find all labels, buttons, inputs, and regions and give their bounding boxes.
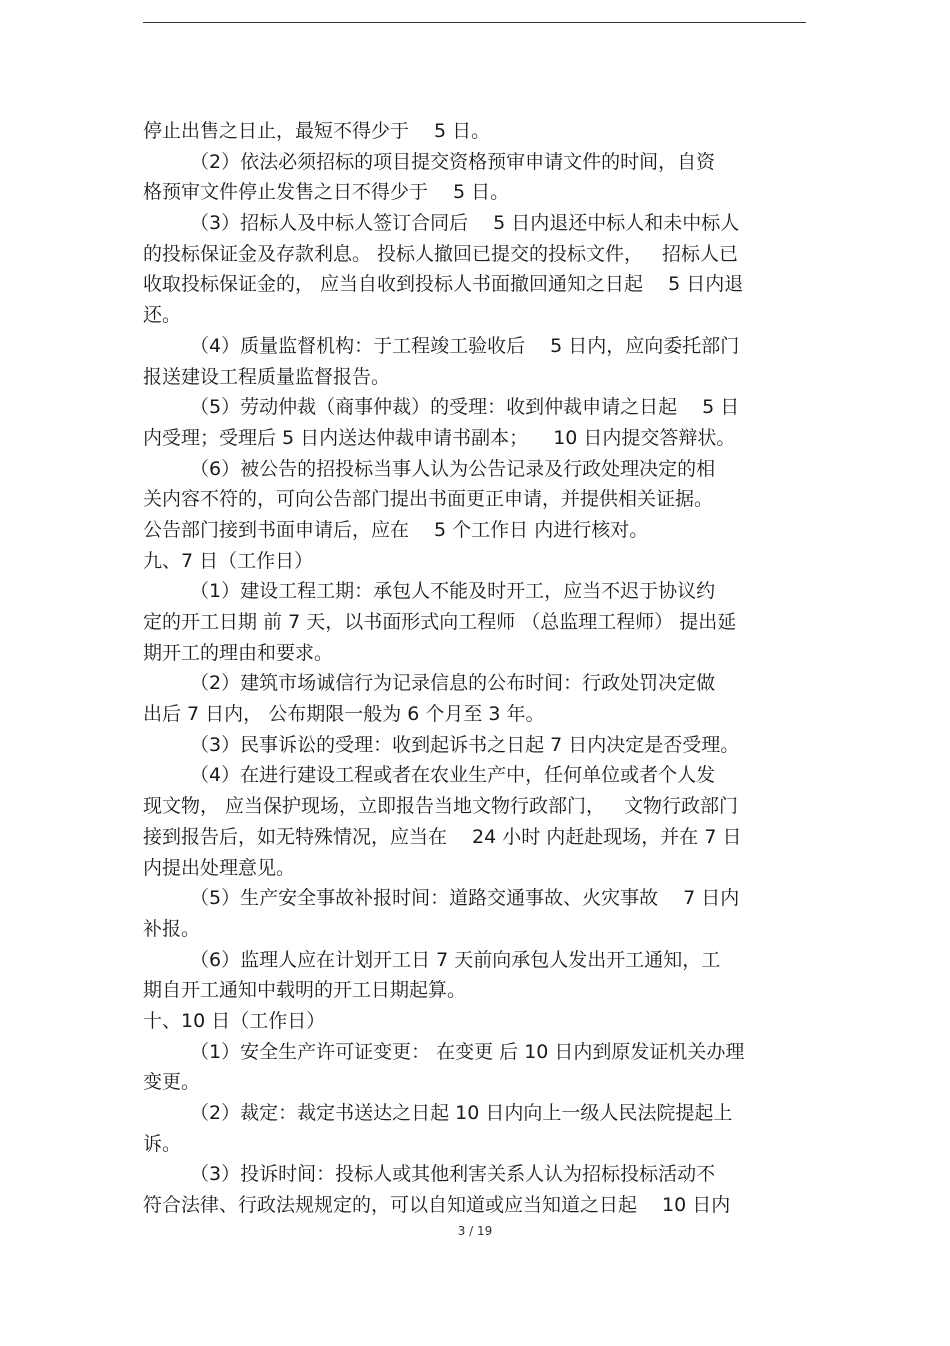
- text-line: （5）生产安全事故补报时间：道路交通事故、火灾事故 7 日内: [190, 887, 740, 910]
- text-line: （4）质量监督机构：于工程竣工验收后 5 日内，应向委托部门: [190, 334, 740, 357]
- text-line: （2）依法必须招标的项目提交资格预审申请文件的时间，自资: [190, 150, 716, 173]
- text-line: 现文物， 应当保护现场，立即报告当地文物行政部门， 文物行政部门: [143, 795, 739, 818]
- text-line: 内提出处理意见。: [143, 856, 296, 879]
- text-line: 期自开工通知中载明的开工日期起算。: [143, 979, 467, 1002]
- text-line: （4）在进行建设工程或者在农业生产中，任何单位或者个人发: [190, 764, 716, 787]
- text-line: 内受理；受理后 5 日内送达仲裁申请书副本； 10 日内提交答辩状。: [143, 426, 736, 449]
- text-line: （3）民事诉讼的受理：收到起诉书之日起 7 日内决定是否受理。: [190, 733, 740, 756]
- text-line: （6）被公告的招投标当事人认为公告记录及行政处理决定的相: [190, 457, 716, 480]
- text-line: （2）裁定：裁定书送达之日起 10 日内向上一级人民法院提起上: [190, 1102, 733, 1124]
- text-line: （3）招标人及中标人签订合同后 5 日内退还中标人和未中标人: [190, 212, 740, 235]
- text-line: 变更。: [143, 1071, 201, 1094]
- header-rule: [143, 22, 806, 23]
- text-line: 九、7 日（工作日）: [143, 549, 314, 572]
- text-line: 收取投标保证金的， 应当自收到投标人书面撤回通知之日起 5 日内退: [143, 273, 744, 296]
- text-line: 的投标保证金及存款利息。 投标人撤回已提交的投标文件， 招标人已: [143, 242, 739, 265]
- text-line: 定的开工日期 前 7 天，以书面形式向工程师 （总监理工程师） 提出延: [143, 611, 737, 633]
- text-line: 报送建设工程质量监督报告。: [143, 365, 391, 388]
- text-line: 诉。: [143, 1132, 182, 1155]
- text-line: 出后 7 日内， 公布期限一般为 6 个月至 3 年。: [143, 703, 545, 726]
- text-line: （1）建设工程工期：承包人不能及时开工，应当不迟于协议约: [190, 580, 716, 603]
- text-line: （2）建筑市场诚信行为记录信息的公布时间：行政处罚决定做: [190, 672, 716, 695]
- document-body: [143, 116, 806, 1221]
- text-line: 还。: [143, 304, 182, 327]
- text-line: 期开工的理由和要求。: [143, 641, 334, 664]
- text-line: 补报。: [143, 917, 201, 940]
- text-line: 公告部门接到书面申请后，应在 5 个工作日 内进行核对。: [143, 518, 649, 541]
- text-line: （5）劳动仲裁（商事仲裁）的受理：收到仲裁申请之日起 5 日: [190, 396, 740, 419]
- text-line: 格预审文件停止发售之日不得少于 5 日。: [143, 181, 510, 204]
- text-line: 十、10 日（工作日）: [143, 1009, 326, 1032]
- text-line: 关内容不符的，可向公告部门提出书面更正申请，并提供相关证据。: [143, 488, 714, 511]
- text-line: （3）投诉时间：投标人或其他利害关系人认为招标投标活动不: [190, 1163, 716, 1186]
- text-line: 符合法律、行政法规规定的，可以自知道或应当知道之日起 10 日内: [143, 1194, 731, 1217]
- text-line: 接到报告后，如无特殊情况，应当在 24 小时 内赶赴现场，并在 7 日: [143, 825, 742, 848]
- text-line: （6）监理人应在计划开工日 7 天前向承包人发出开工通知，工: [190, 948, 721, 971]
- text-line: 停止出售之日止，最短不得少于 5 日。: [143, 120, 491, 142]
- page-number: 3 / 19: [457, 1224, 493, 1238]
- text-line: （1）安全生产许可证变更： 在变更 后 10 日内到原发证机关办理: [190, 1040, 745, 1063]
